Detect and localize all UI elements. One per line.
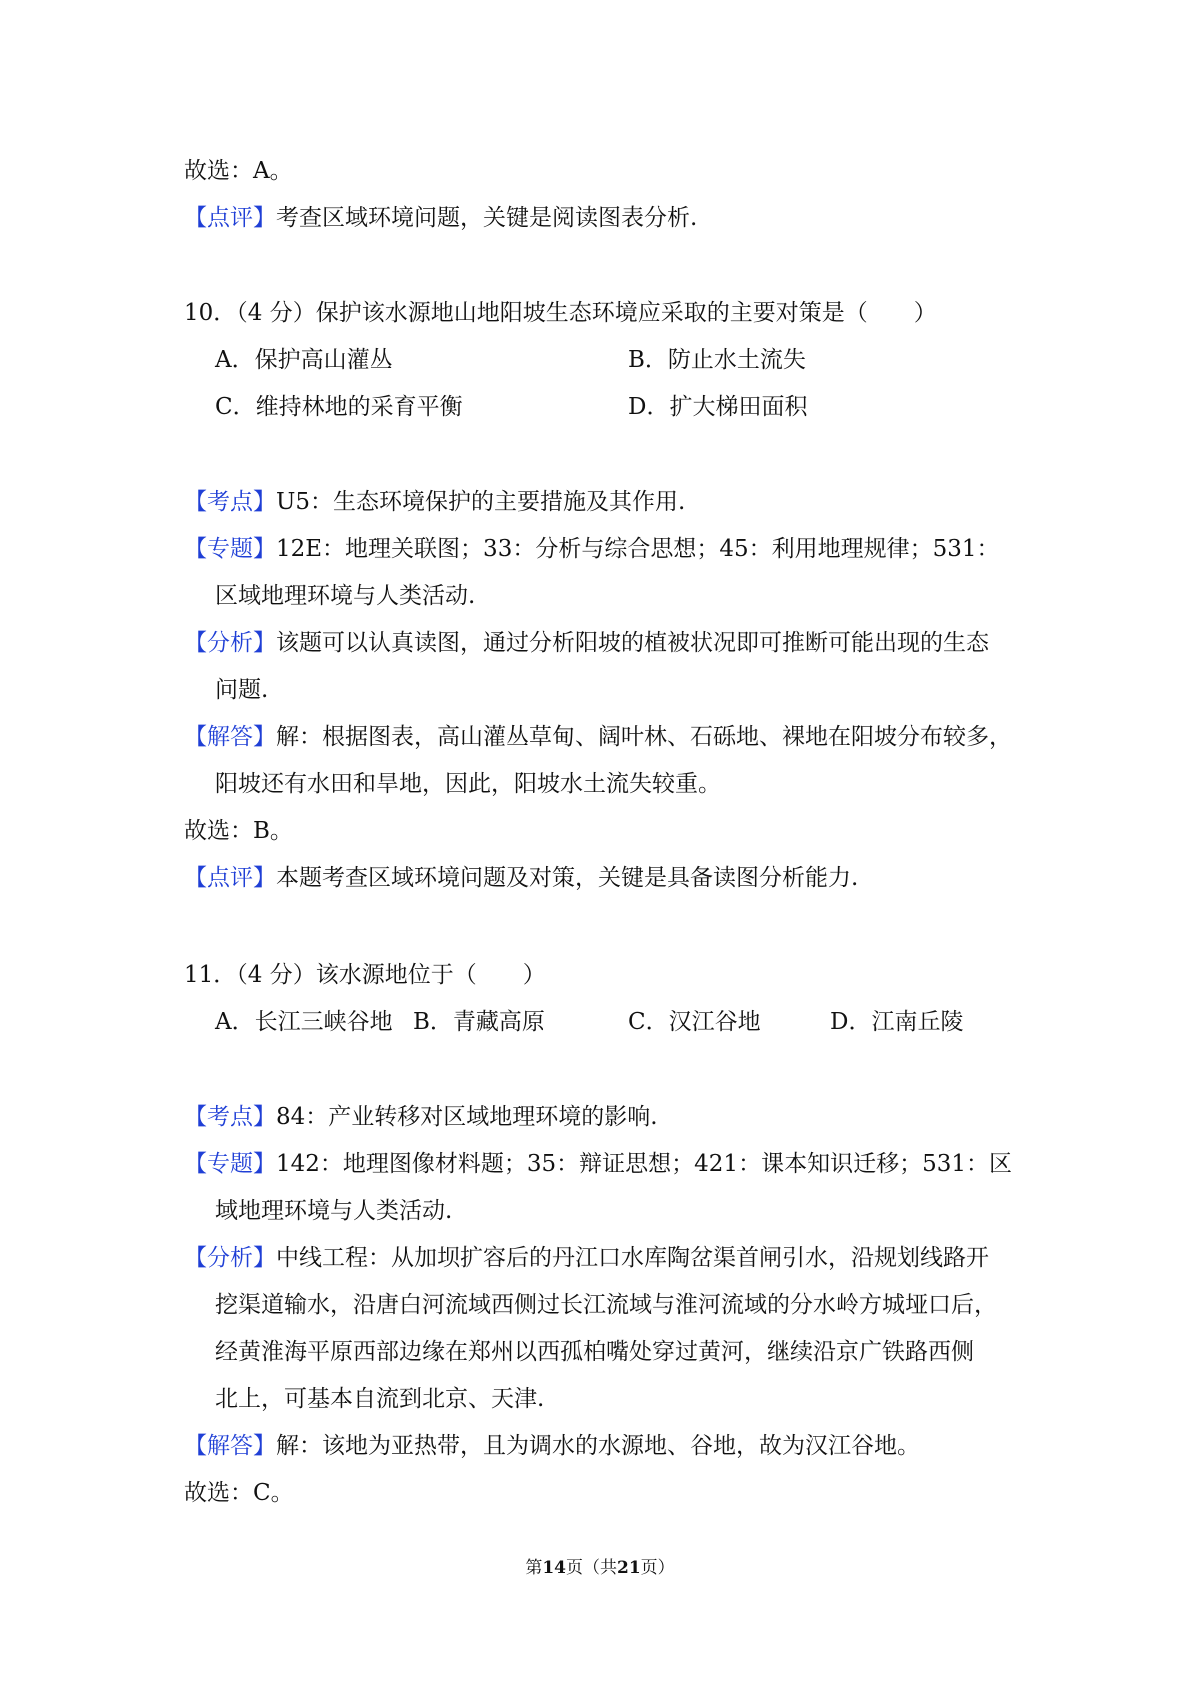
- fenxi-tag: 【分析】: [184, 1245, 276, 1271]
- q10-zhuanti: [184, 534, 1000, 564]
- q11-stem: 11．（4 分）该水源地位于（ ）: [184, 962, 546, 988]
- q10-option-b: B．防止水土流失: [628, 347, 806, 373]
- kaodian-text: 84：产业转移对区域地理环境的影响.: [276, 1104, 658, 1130]
- kaodian-tag: 【考点】: [184, 489, 276, 515]
- q10-option-a: A．保护高山灌丛: [215, 347, 393, 373]
- jieda-tag: 【解答】: [184, 724, 276, 750]
- q11-fenxi-cont-2: 经黄淮海平原西部边缘在郑州以西孤柏嘴处穿过黄河，继续沿京广铁路西侧: [215, 1339, 974, 1365]
- footer-page-number: 14: [542, 1558, 566, 1578]
- q11-zhuanti: [184, 1149, 1012, 1179]
- q10-kaodian: [184, 487, 685, 517]
- q11-choice: 故选：C。: [184, 1480, 294, 1506]
- q11-option-c: C．汉江谷地: [628, 1009, 761, 1035]
- footer-post: 页）: [640, 1558, 675, 1578]
- fenxi-tag: 【分析】: [184, 630, 276, 656]
- q11-zhuanti-cont: 域地理环境与人类活动.: [215, 1198, 453, 1224]
- q10-zhuanti-cont: 区域地理环境与人类活动.: [215, 583, 476, 609]
- q11-fenxi-cont-3: 北上，可基本自流到北京、天津.: [215, 1386, 545, 1412]
- zhuanti-text-1: 12E：地理关联图；33：分析与综合思想；45：利用地理规律；531：: [276, 536, 1000, 562]
- jieda-text-1: 解：该地为亚热带，且为调水的水源地、谷地，故为汉江谷地。: [276, 1433, 920, 1459]
- q10-option-d: D．扩大梯田面积: [628, 394, 808, 420]
- footer-pre: 第: [525, 1558, 543, 1578]
- kaodian-tag: 【考点】: [184, 1104, 276, 1130]
- page-footer: [0, 1556, 1200, 1580]
- q11-option-d: D．江南丘陵: [830, 1009, 964, 1035]
- q11-fenxi-cont-1: 挖渠道输水，沿唐白河流域西侧过长江流域与淮河流域的分水岭方城垭口后，: [215, 1292, 997, 1318]
- footer-total-pages: 21: [617, 1558, 641, 1578]
- q10-choice: 故选：B。: [184, 818, 293, 844]
- q10-fenxi: [184, 628, 989, 658]
- footer-mid: 页（共: [566, 1558, 617, 1578]
- jieda-text-1: 解：根据图表，高山灌丛草甸、阔叶林、石砾地、裸地在阳坡分布较多，: [276, 724, 1012, 750]
- q10-jieda: [184, 722, 1012, 752]
- zhuanti-text-1: 142：地理图像材料题；35：辩证思想；421：课本知识迁移；531：区: [276, 1151, 1012, 1177]
- fenxi-text-1: 该题可以认真读图，通过分析阳坡的植被状况即可推断可能出现的生态: [276, 630, 989, 656]
- q11-kaodian: [184, 1102, 658, 1132]
- q10-fenxi-cont: 问题.: [215, 677, 269, 703]
- q11-jieda: [184, 1431, 920, 1461]
- prev-choice: 故选：A。: [184, 158, 293, 184]
- q10-stem: 10．（4 分）保护该水源地山地阳坡生态环境应采取的主要对策是（ ）: [184, 300, 937, 326]
- q10-option-c: C．维持林地的采育平衡: [215, 394, 463, 420]
- zhuanti-tag: 【专题】: [184, 1151, 276, 1177]
- q11-fenxi: [184, 1243, 989, 1273]
- q10-comment: [184, 863, 858, 893]
- jieda-tag: 【解答】: [184, 1433, 276, 1459]
- fenxi-text-1: 中线工程：从加坝扩容后的丹江口水库陶岔渠首闸引水，沿规划线路开: [276, 1245, 989, 1271]
- comment-tag: 【点评】: [184, 865, 276, 891]
- q10-jieda-cont: 阳坡还有水田和旱地，因此，阳坡水土流失较重。: [215, 771, 721, 797]
- comment-text: 本题考查区域环境问题及对策，关键是具备读图分析能力.: [276, 865, 859, 891]
- q11-option-a: A．长江三峡谷地: [215, 1009, 393, 1035]
- prev-comment: [184, 203, 697, 233]
- comment-tag: 【点评】: [184, 205, 276, 231]
- comment-text: 考查区域环境问题，关键是阅读图表分析.: [276, 205, 698, 231]
- zhuanti-tag: 【专题】: [184, 536, 276, 562]
- q11-option-b: B．青藏高原: [413, 1009, 545, 1035]
- kaodian-text: U5：生态环境保护的主要措施及其作用.: [276, 489, 686, 515]
